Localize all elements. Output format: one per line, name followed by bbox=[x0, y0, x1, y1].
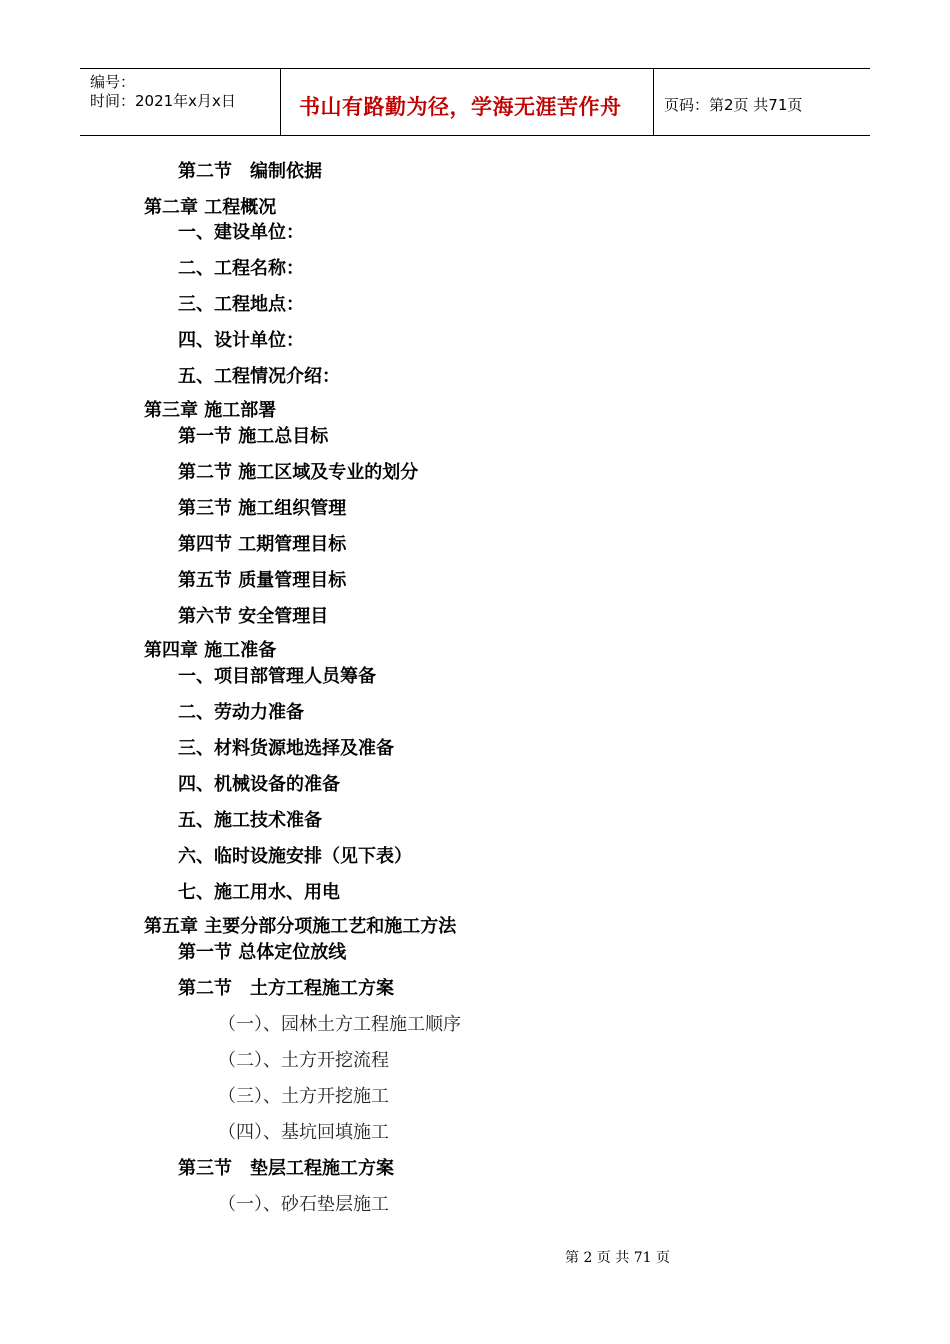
toc-subitem: （二）、土方开挖流程 bbox=[218, 1050, 389, 1071]
toc-item: 二、工程名称： bbox=[178, 258, 304, 279]
toc-item: 四、机械设备的准备 bbox=[178, 774, 340, 795]
toc-chapter-heading: 第五章 主要分部分项施工艺和施工方法 bbox=[144, 916, 457, 937]
toc-item: 三、工程地点： bbox=[178, 294, 304, 315]
toc-item: 一、项目部管理人员筹备 bbox=[178, 666, 376, 687]
toc-subitem: （一）、砂石垫层施工 bbox=[218, 1194, 389, 1215]
toc-item: 第二节 施工区域及专业的划分 bbox=[178, 462, 419, 483]
toc-item: 三、材料货源地选择及准备 bbox=[178, 738, 394, 759]
toc-item: 二、劳动力准备 bbox=[178, 702, 304, 723]
header-page-info: 页码：第2页 共71页 bbox=[664, 96, 803, 114]
header-page-cell bbox=[654, 69, 870, 135]
toc-item: 一、建设单位： bbox=[178, 222, 304, 243]
toc-subitem: （一）、园林土方工程施工顺序 bbox=[218, 1014, 461, 1035]
page-footer: 第 2 页 共 71 页 bbox=[565, 1250, 670, 1266]
toc-item: 七、施工用水、用电 bbox=[178, 882, 340, 903]
toc-subitem: （四）、基坑回填施工 bbox=[218, 1122, 389, 1143]
toc-chapter-heading: 第三章 施工部署 bbox=[144, 400, 277, 421]
header-motto: 书山有路勤为径，学海无涯苦作舟 bbox=[299, 95, 622, 119]
toc-item: 第三节 施工组织管理 bbox=[178, 498, 347, 519]
toc-item: 五、施工技术准备 bbox=[178, 810, 322, 831]
toc-chapter-heading: 第二章 工程概况 bbox=[144, 197, 277, 218]
page-header bbox=[80, 68, 870, 136]
toc-item: 第三节 垫层工程施工方案 bbox=[178, 1158, 394, 1179]
document-time-label: 时间：2021年x月x日 bbox=[90, 92, 236, 110]
toc-item: 第二节 土方工程施工方案 bbox=[178, 978, 394, 999]
toc-item: 第一节 施工总目标 bbox=[178, 426, 329, 447]
toc-item: 第二节 编制依据 bbox=[178, 161, 322, 182]
toc-item: 六、临时设施安排（见下表） bbox=[178, 846, 412, 867]
header-meta-cell bbox=[80, 69, 281, 135]
header-motto-cell bbox=[281, 69, 654, 135]
toc-item: 五、工程情况介绍： bbox=[178, 366, 340, 387]
document-number-label: 编号： bbox=[90, 73, 136, 91]
toc-subitem: （三）、土方开挖施工 bbox=[218, 1086, 389, 1107]
toc-chapter-heading: 第四章 施工准备 bbox=[144, 640, 277, 661]
toc-item: 第四节 工期管理目标 bbox=[178, 534, 347, 555]
toc-item: 第六节 安全管理目 bbox=[178, 606, 329, 627]
toc-item: 第五节 质量管理目标 bbox=[178, 570, 347, 591]
toc-item: 第一节 总体定位放线 bbox=[178, 942, 347, 963]
toc-item: 四、设计单位： bbox=[178, 330, 304, 351]
